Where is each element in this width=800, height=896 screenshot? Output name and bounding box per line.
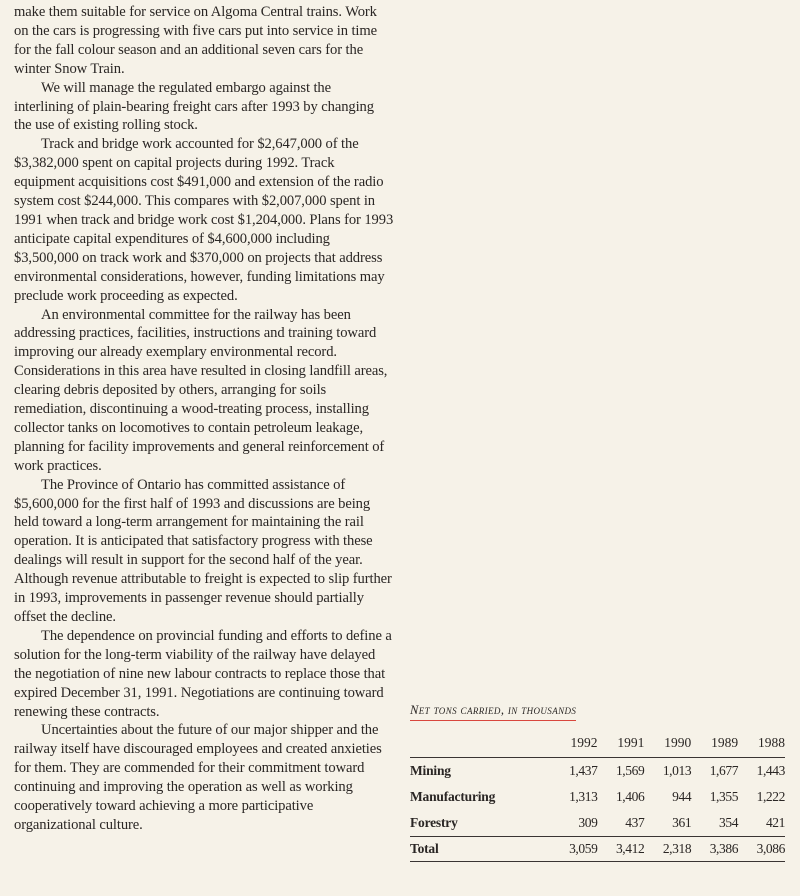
table-cell: 354 (719, 815, 739, 830)
table-cell: 437 (625, 815, 645, 830)
table-cell: 1,313 (569, 789, 598, 804)
table-cell: 1,355 (709, 789, 739, 804)
paragraph: The Province of Ontario has committed assistance of $5,600,000 for the first half of 1993 and discussions are being held toward a long-term arrangement for maintaining the rail operation. It is anticipated that satisfactory progress with these dealings will result in support for the second half of the year. Although revenue attributable to freight is expected to slip further in 1993, improvements in passenger revenue should partially offset the decline. (14, 476, 392, 625)
column-header: 1990 (644, 735, 691, 758)
paragraph: make them suitable for service on Algoma Central trains. Work on the cars is progressing with five cars put into service in time for the fall colour season and an additional seven cars for the winter Snow Train. (14, 4, 378, 77)
column-header: 1989 (691, 735, 738, 758)
table-cell: 1,222 (756, 789, 785, 804)
table-cell: 3,412 (597, 837, 644, 862)
table-row (410, 810, 785, 837)
row-label: Forestry (410, 815, 458, 830)
table-cell: 1,569 (615, 763, 645, 778)
table-total-row (410, 837, 785, 862)
paragraph: Track and bridge work accounted for $2,647,000 of the $3,382,000 spent on capital projects during 1992. Track equipment acquisitions cost $491,000 and extension of the radio system cost $244,000. This compares with $2,007,000 spent in 1991 when track and bridge work cost $1,204,000. Plans for 1993 anticipate capital expenditures of $4,600,000 including $3,500,000 on track work and $370,000 on projects that address environmental considerations, however, funding limitations may preclude work proceeding as expected. (14, 136, 394, 304)
column-header: 1992 (551, 735, 598, 758)
table-cell: 2,318 (644, 837, 691, 862)
table-cell: 3,386 (691, 837, 738, 862)
table-row (410, 784, 785, 810)
row-label: Mining (410, 763, 451, 778)
table-cell: 309 (578, 815, 598, 830)
tonnage-table-block (410, 701, 785, 862)
table-cell: 944 (672, 789, 692, 804)
row-label: Manufacturing (410, 789, 496, 804)
column-header: 1988 (738, 735, 785, 758)
table-cell: 361 (672, 815, 692, 830)
table-cell: 3,059 (551, 837, 598, 862)
table-cell: 1,677 (709, 763, 739, 778)
paragraph: Uncertainties about the future of our major shipper and the railway itself have discouraged employees and created anxieties for them. They are commended for their commitment toward continuing and improving the operation as well as working cooperatively toward achieving a more participative organizational culture. (14, 722, 382, 833)
header-blank (410, 735, 551, 758)
table-cell: 421 (765, 815, 785, 830)
body-text-column (14, 3, 394, 835)
table-cell: 1,443 (756, 763, 785, 778)
paragraph: The dependence on provincial funding and efforts to define a solution for the long-term viability of the railway have delayed the negotiation of nine new labour contracts to replace those that expired December 31, 1991. Negotiations are continuing toward renewing these contracts. (14, 627, 392, 720)
paragraph: An environmental committee for the railway has been addressing practices, facilities, instructions and training toward improving our already exemplary environmental record. Considerations in this area have resulted in closing landfill areas, clearing debris deposited by others, arranging for soils remediation, discontinuing a wood-treating process, installing collector tanks on locomotives to contain petroleum leakage, planning for facility improvements and general reinforcement of work practices. (14, 306, 388, 474)
table-header-row (410, 735, 785, 758)
table-cell: 1,437 (569, 763, 598, 778)
tonnage-table (410, 735, 785, 862)
table-cell: 1,013 (662, 763, 692, 778)
table-cell: 1,406 (615, 789, 645, 804)
column-header: 1991 (597, 735, 644, 758)
table-cell: 3,086 (738, 837, 785, 862)
table-title: Net tons carried, in thousands (410, 703, 576, 721)
paragraph: We will manage the regulated embargo against the interlining of plain-bearing freight cars after 1993 by changing the use of existing rolling stock. (14, 79, 374, 134)
table-row (410, 758, 785, 785)
row-label: Total (410, 837, 551, 862)
